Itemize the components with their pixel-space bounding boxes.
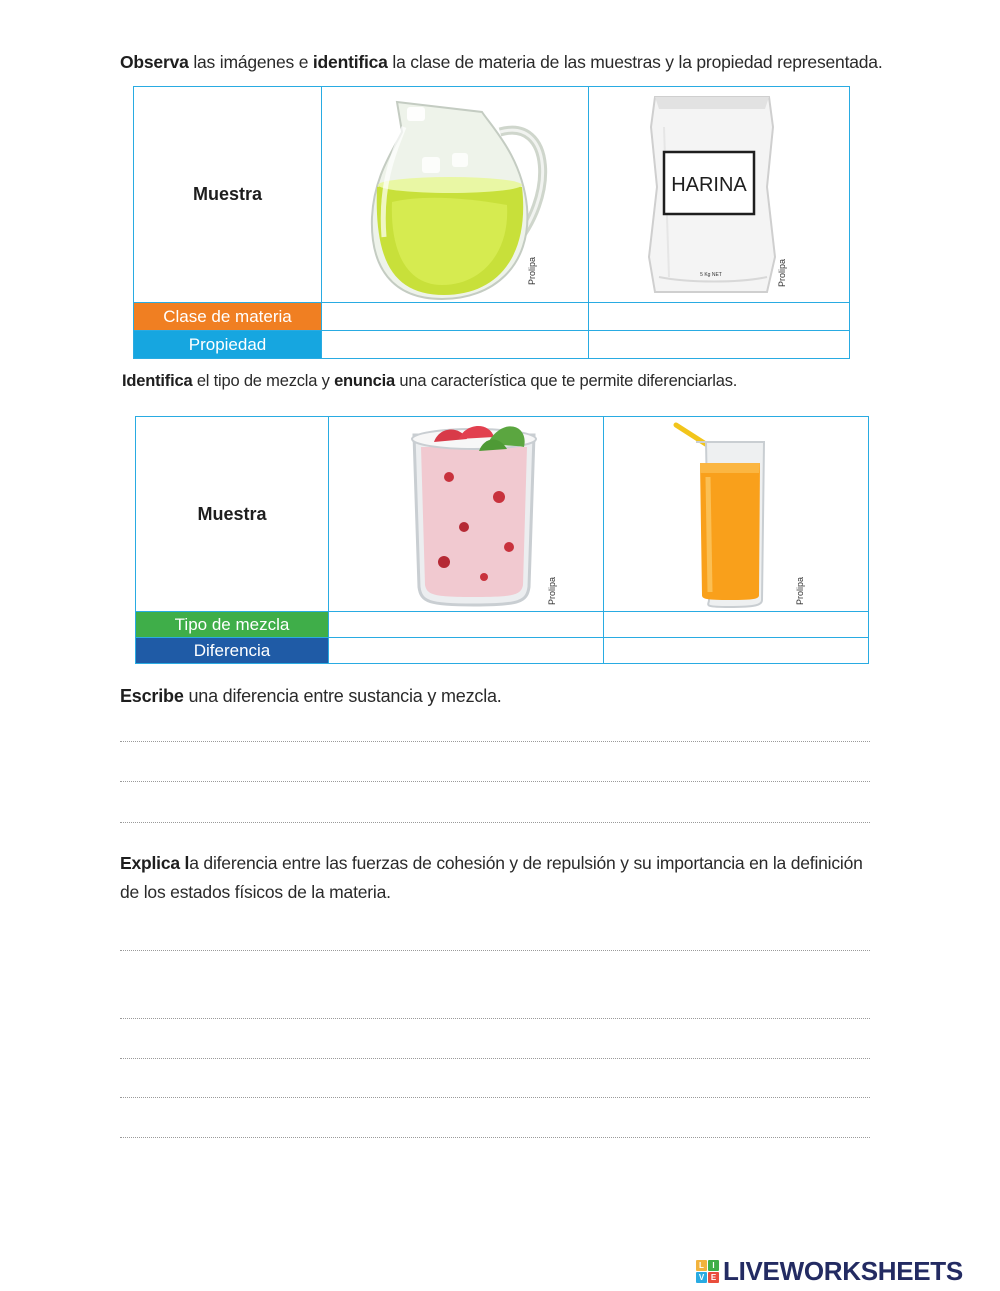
instruction-2-text-b: una característica que te permite diferenciarlas. [395, 372, 738, 390]
bag-small-text: 5 Kg NET [700, 272, 722, 278]
image-credit: Prolipa [547, 576, 557, 605]
diferencia-label: Diferencia [136, 638, 329, 664]
image-credit: Prolipa [777, 258, 787, 287]
clase-de-materia-label: Clase de materia [134, 303, 322, 331]
brand-name: LIVEWORKSHEETS [723, 1255, 963, 1286]
image-credit: Prolipa [795, 576, 805, 605]
tipo-de-mezcla-answer-1[interactable] [329, 612, 604, 638]
answer-line-4[interactable] [120, 950, 870, 951]
lemonade-pitcher-image [322, 87, 589, 302]
answer-line-3[interactable] [120, 822, 870, 823]
liveworksheets-logo-icon [696, 1260, 719, 1283]
diferencia-answer-2[interactable] [604, 638, 869, 664]
bag-label: HARINA [671, 174, 747, 196]
logo-letter: I [708, 1260, 719, 1271]
liveworksheets-brand[interactable] [696, 1254, 963, 1288]
tipo-de-mezcla-answer-2[interactable] [604, 612, 869, 638]
instruction-2 [122, 372, 737, 391]
propiedad-label: Propiedad [134, 331, 322, 359]
diferencia-answer-1[interactable] [329, 638, 604, 664]
answer-line-7[interactable] [120, 1097, 870, 1098]
table-materia [133, 86, 850, 359]
instruction-3-text: una diferencia entre sustancia y mezcla. [183, 686, 502, 706]
strawberry-yogurt-image [329, 417, 604, 611]
muestra-label-2: Muestra [136, 417, 329, 612]
instruction-1-text-a: las imágenes e [188, 52, 313, 72]
flour-bag-image [589, 87, 850, 302]
answer-line-2[interactable] [120, 781, 870, 782]
instruction-3 [120, 686, 502, 707]
logo-letter: V [696, 1272, 707, 1283]
instruction-2-verb-2: enuncia [334, 372, 396, 390]
clase-de-materia-answer-1[interactable] [322, 303, 589, 331]
instruction-1-verb-2: identifica [312, 52, 388, 72]
sample-yogurt [329, 417, 604, 612]
instruction-1 [120, 52, 883, 73]
sample-lemonade [322, 87, 589, 303]
orange-juice-glass-image [604, 417, 869, 611]
sample-flour [589, 87, 850, 303]
instruction-4-text: a diferencia entre las fuerzas de cohesión y de repulsión y su importancia en la definición [189, 853, 863, 873]
instruction-1-verb: Observa [120, 52, 189, 72]
instruction-3-verb: Escribe [120, 686, 184, 706]
instruction-2-verb: Identifica [122, 372, 193, 390]
instruction-4 [120, 853, 863, 874]
answer-line-6[interactable] [120, 1058, 870, 1059]
table-mezcla [135, 416, 869, 664]
clase-de-materia-answer-2[interactable] [589, 303, 850, 331]
instruction-2-text-a: el tipo de mezcla y [192, 372, 335, 390]
answer-line-5[interactable] [120, 1018, 870, 1019]
muestra-label: Muestra [134, 87, 322, 303]
instruction-4-line-2: de los estados físicos de la materia. [120, 882, 391, 902]
tipo-de-mezcla-label: Tipo de mezcla [136, 612, 329, 638]
propiedad-answer-2[interactable] [589, 331, 850, 359]
image-credit: Prolipa [527, 256, 537, 285]
answer-line-1[interactable] [120, 741, 870, 742]
sample-orange-juice [604, 417, 869, 612]
instruction-4-verb: Explica l [120, 853, 190, 873]
logo-letter: L [696, 1260, 707, 1271]
answer-line-8[interactable] [120, 1137, 870, 1138]
logo-letter: E [708, 1272, 719, 1283]
instruction-1-text-b: la clase de materia de las muestras y la propiedad representada. [387, 52, 883, 72]
propiedad-answer-1[interactable] [322, 331, 589, 359]
